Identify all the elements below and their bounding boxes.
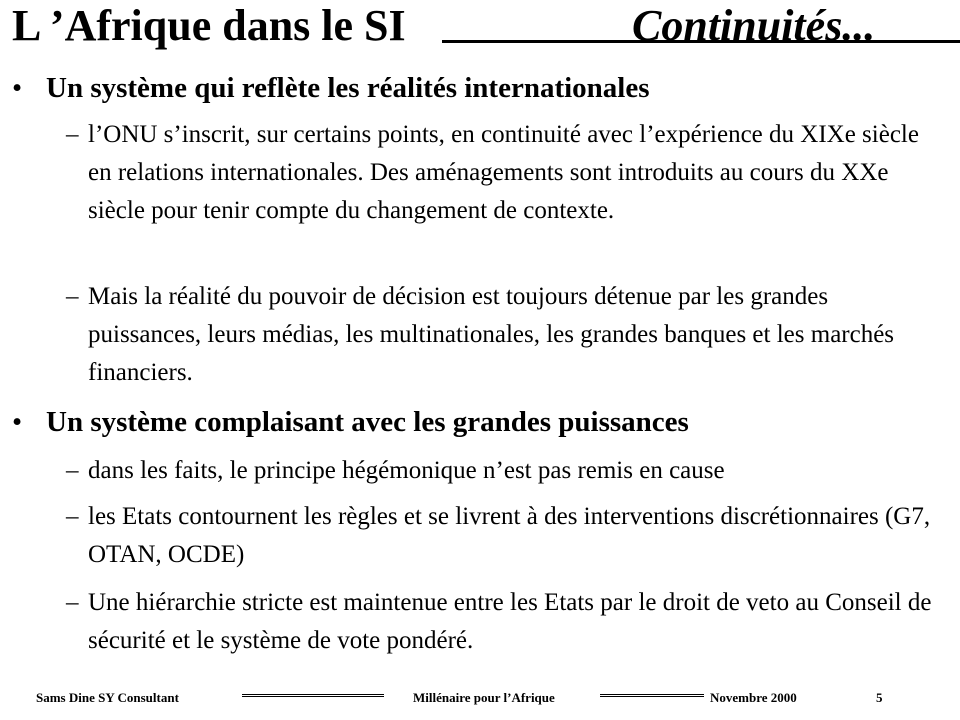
subitem-text: les Etats contournent les règles et se livrent à des interventions discrétionnaires (G7, OTAN, OCDE) bbox=[88, 503, 931, 568]
bullet-marker: • bbox=[12, 406, 23, 438]
slide-subtitle: Continuités... bbox=[632, 1, 876, 50]
subitem-text: Une hiérarchie stricte est maintenue entre les Etats par le droit de veto au Conseil de sécurité et le système de vote pondéré. bbox=[88, 589, 932, 654]
dash-marker: – bbox=[66, 503, 79, 530]
subitem-text: dans les faits, le principe hégémonique n’est pas remis en cause bbox=[88, 457, 725, 484]
bullet-2-subitem-3 bbox=[66, 584, 936, 660]
bullet-1-subitem-2 bbox=[66, 278, 936, 392]
bullet-1 bbox=[12, 70, 940, 106]
dash-marker: – bbox=[66, 589, 79, 616]
slide-title: L ’Afrique dans le SI bbox=[12, 1, 406, 50]
subitem-text: l’ONU s’inscrit, sur certains points, en continuité avec l’expérience du XIXe siècle en relations internationales. Des aménagements sont introduits au cours du XXe siècle pour tenir compte du changement de contexte. bbox=[88, 121, 919, 224]
bullet-marker: • bbox=[12, 72, 23, 104]
footer-author: Sams Dine SY Consultant bbox=[36, 690, 179, 705]
bullet-2-text: Un système complaisant avec les grandes puissances bbox=[46, 406, 689, 438]
dash-marker: – bbox=[66, 457, 79, 484]
dash-marker: – bbox=[66, 283, 79, 310]
footer-date: Novembre 2000 bbox=[710, 690, 797, 705]
bullet-2-subitem-1 bbox=[66, 452, 936, 490]
footer-divider bbox=[242, 694, 384, 697]
footer-divider bbox=[600, 694, 704, 697]
footer-center: Millénaire pour l’Afrique bbox=[413, 690, 555, 705]
footer-page-number: 5 bbox=[876, 690, 883, 705]
bullet-2-subitem-2 bbox=[66, 498, 936, 574]
subitem-text: Mais la réalité du pouvoir de décision est toujours détenue par les grandes puissances, leurs médias, les multinationales, les grandes banques et les marchés financiers. bbox=[88, 283, 895, 386]
bullet-2 bbox=[12, 404, 940, 440]
bullet-1-text: Un système qui reflète les réalités internationales bbox=[46, 72, 650, 104]
title-underline bbox=[442, 40, 960, 43]
bullet-1-subitem-1 bbox=[66, 116, 936, 230]
dash-marker: – bbox=[66, 121, 79, 148]
